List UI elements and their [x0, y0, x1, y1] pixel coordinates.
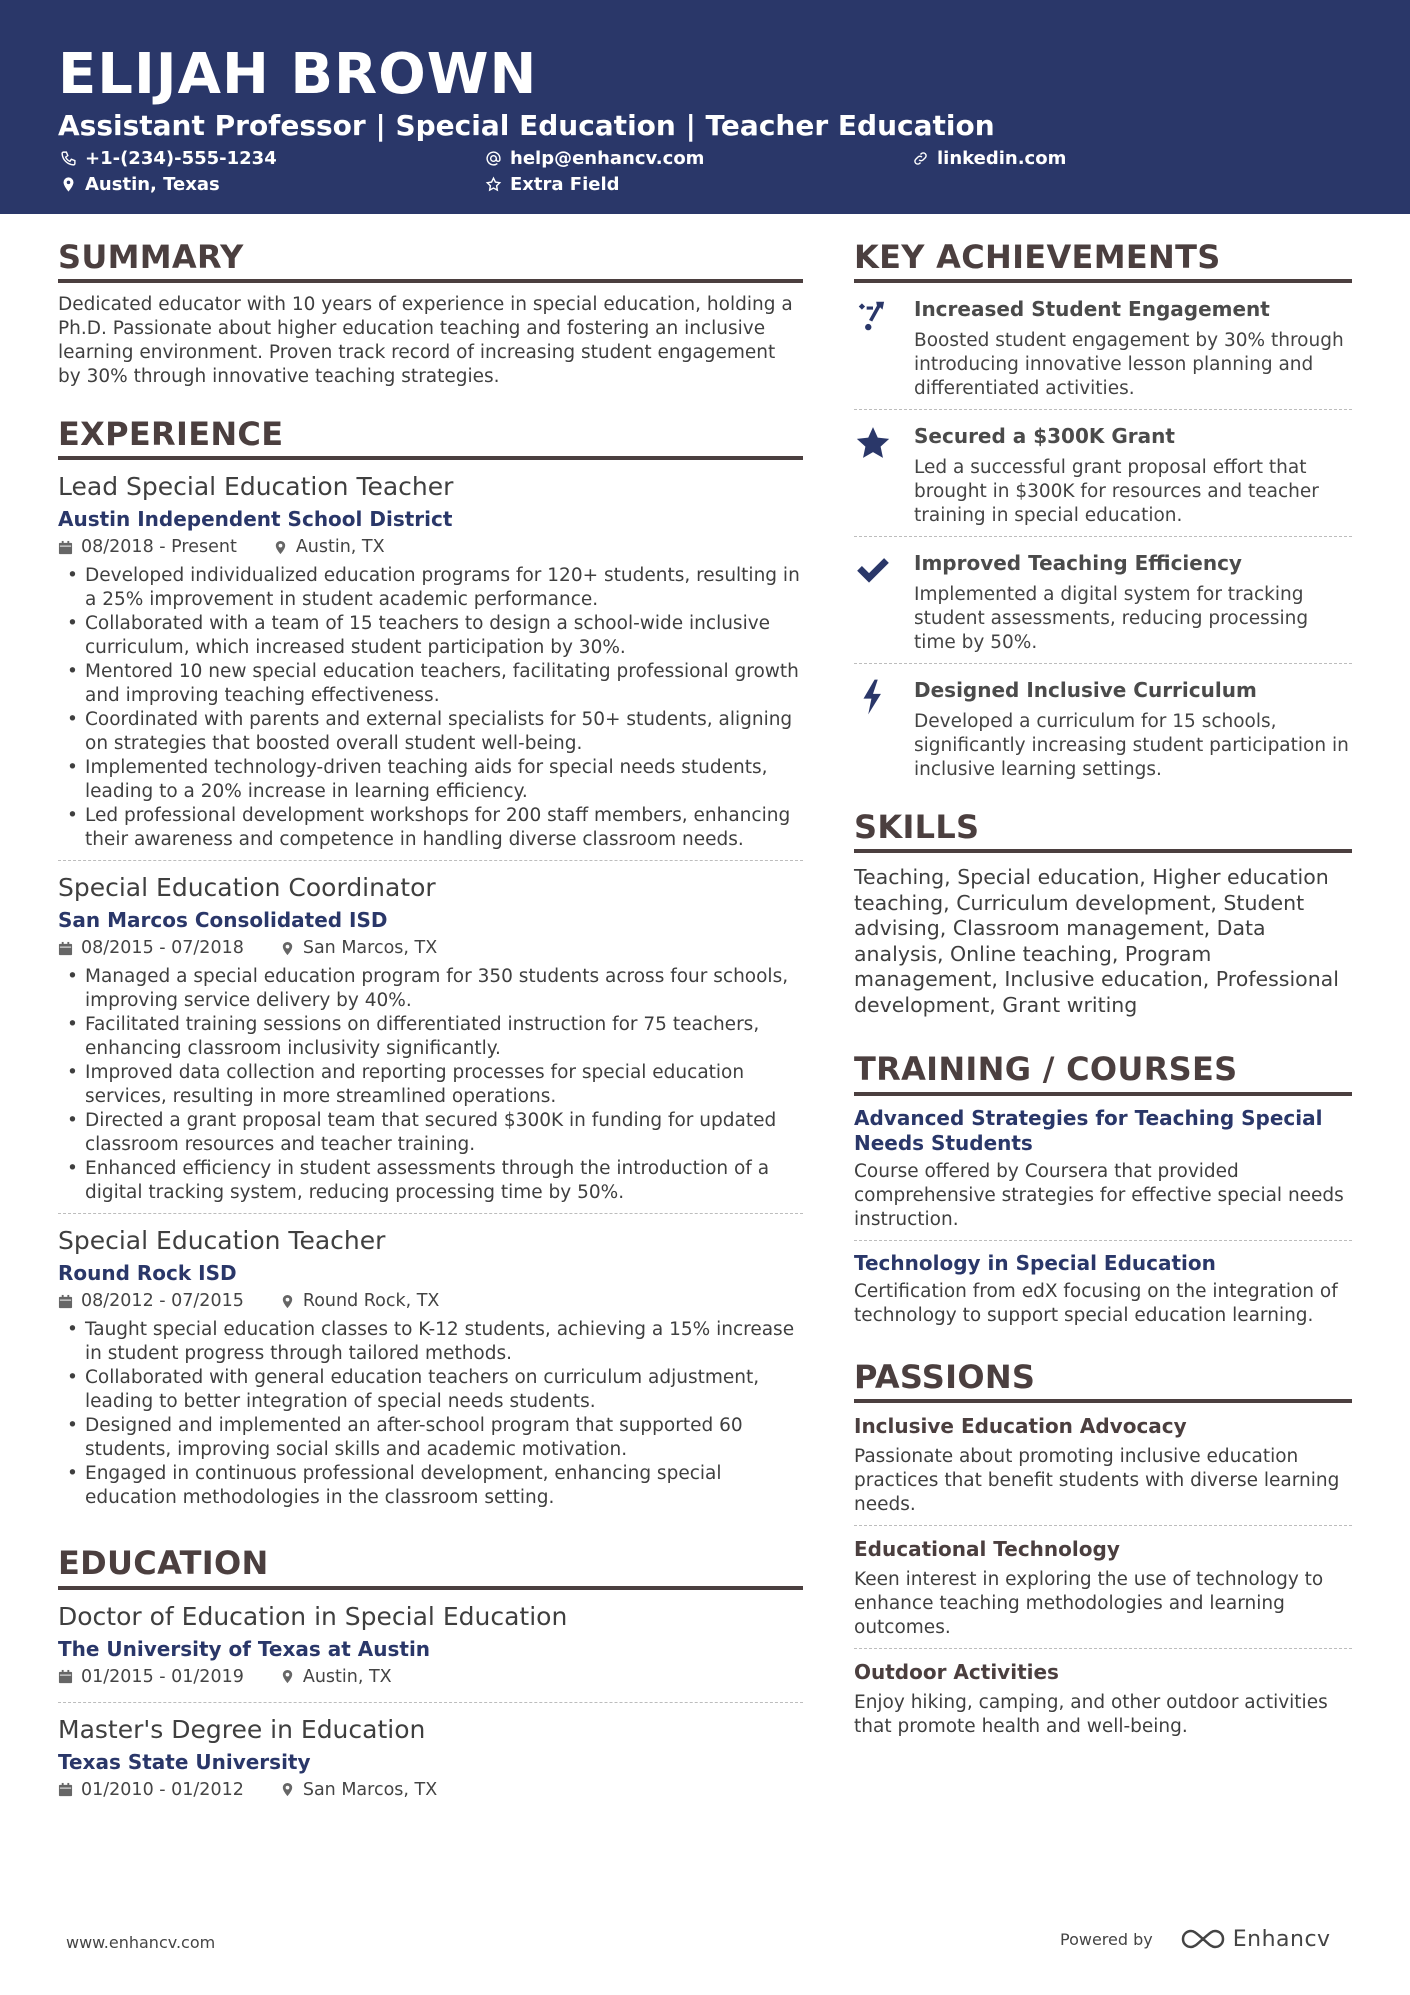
calendar-icon	[58, 1669, 73, 1684]
education-section	[58, 1546, 803, 1814]
extra-field-text: Extra Field	[510, 174, 620, 195]
growth-icon	[854, 297, 892, 335]
footer-website[interactable]: www.enhancv.com	[66, 1933, 216, 1952]
summary-text: Dedicated educator with 10 years of experience in special education, holding a Ph.D. Passionate about higher education teaching and fostering an inclusive learning environment. Proven track record of increasing student engagement by 30% through innovative teaching strategies.	[58, 294, 793, 388]
experience-entry	[58, 470, 803, 861]
achievement-icon-wrap	[854, 676, 914, 782]
achievement-item	[854, 410, 1352, 537]
powered-by-text: Powered by	[1060, 1929, 1153, 1949]
left-column	[58, 240, 803, 1843]
company-name: Round Rock ISD	[58, 1261, 237, 1286]
location-pin-icon	[60, 176, 77, 193]
training-section	[854, 1052, 1352, 1335]
course-title: Technology in Special Education	[854, 1250, 1216, 1275]
passion-item	[854, 1659, 1352, 1747]
footer-branding	[1060, 1926, 1331, 1952]
job-bullet: • Developed individualized education programs for 120+ students, resulting in a 25% improvement in student academic performance.	[58, 564, 803, 612]
calendar-icon	[58, 941, 73, 956]
location-pin-icon	[280, 1782, 295, 1797]
job-bullets	[58, 1318, 803, 1510]
job-bullet: • Taught special education classes to K-12 students, achieving a 15% increase in student progress through tailored methods.	[58, 1318, 803, 1366]
lightning-icon	[854, 678, 892, 716]
passion-desc: Keen interest in exploring the use of technology to enhance teaching methodologies and learning outcomes.	[854, 1568, 1324, 1638]
linkedin-contact	[912, 148, 1066, 169]
job-meta	[58, 534, 803, 560]
achievement-desc: Boosted student engagement by 30% through introducing innovative lesson planning and differentiated activities.	[914, 330, 1344, 400]
degree-title: Doctor of Education in Special Education	[58, 1601, 568, 1631]
star-icon	[854, 424, 892, 462]
job-title: Special Education Teacher	[58, 1226, 386, 1256]
course-desc: Course offered by Coursera that provided comprehensive strategies for effective special needs instruction.	[854, 1160, 1344, 1230]
education-location: San Marcos, TX	[302, 1779, 438, 1800]
course-item	[854, 1106, 1352, 1241]
education-meta	[58, 1664, 803, 1690]
company-name: Austin Independent School District	[58, 507, 453, 532]
passion-title: Educational Technology	[854, 1536, 1120, 1561]
candidate-name: ELIJAH BROWN	[58, 42, 538, 107]
calendar-icon	[58, 540, 73, 555]
calendar-icon	[58, 1294, 73, 1309]
passions-section	[854, 1357, 1352, 1747]
right-column	[854, 240, 1352, 1775]
passion-title: Inclusive Education Advocacy	[854, 1413, 1187, 1438]
calendar-icon	[58, 1782, 73, 1797]
job-bullet: • Improved data collection and reporting processes for special education services, resulting in more streamlined operations.	[58, 1061, 803, 1109]
job-meta	[58, 1288, 803, 1314]
passion-desc: Enjoy hiking, camping, and other outdoor activities that promote health and well-being.	[854, 1691, 1328, 1737]
job-bullet: • Engaged in continuous professional development, enhancing special education methodologies in the classroom setting.	[58, 1462, 803, 1510]
company-name: San Marcos Consolidated ISD	[58, 908, 388, 933]
job-bullets	[58, 564, 803, 852]
job-location: Round Rock, TX	[302, 1291, 440, 1312]
achievement-title: Designed Inclusive Curriculum	[914, 678, 1257, 703]
achievement-title: Improved Teaching Efficiency	[914, 551, 1242, 576]
linkedin-link[interactable]: linkedin.com	[937, 148, 1067, 169]
achievement-desc: Implemented a digital system for tracking student assessments, reducing processing time by 50%.	[914, 584, 1309, 654]
job-dates: 08/2018 - Present	[81, 537, 237, 558]
location-pin-icon	[273, 540, 288, 555]
star-outline-icon	[485, 176, 502, 193]
job-title: Lead Special Education Teacher	[58, 472, 454, 502]
experience-entry	[58, 871, 803, 1214]
education-dates: 01/2010 - 01/2012	[81, 1779, 244, 1800]
job-bullet: • Collaborated with general education teachers on curriculum adjustment, leading to better integration of special needs students.	[58, 1366, 803, 1414]
skills-list: Teaching, Special education, Higher education teaching, Curriculum development, Student advising, Classroom management, Data analysis, Online teaching, Program management, Inclusive education, Professional development, Grant writing	[854, 865, 1339, 1017]
summary-section	[58, 240, 803, 389]
job-meta	[58, 935, 803, 961]
job-bullet: • Facilitated training sessions on differentiated instruction for 75 teachers, enhancing classroom inclusivity significantly.	[58, 1013, 803, 1061]
job-dates: 08/2015 - 07/2018	[81, 938, 244, 959]
achievement-desc: Led a successful grant proposal effort that brought in $300K for resources and teacher training in special education.	[914, 457, 1319, 527]
education-location: Austin, TX	[302, 1666, 392, 1687]
enhancv-logo-icon	[1179, 1926, 1227, 1952]
job-bullets	[58, 965, 803, 1205]
education-meta	[58, 1777, 803, 1803]
location-pin-icon	[280, 941, 295, 956]
at-icon	[485, 150, 502, 167]
job-dates: 08/2012 - 07/2015	[81, 1291, 244, 1312]
course-item	[854, 1251, 1352, 1336]
job-bullet: • Mentored 10 new special education teachers, facilitating professional growth and improving teaching effectiveness.	[58, 660, 803, 708]
job-bullet: • Led professional development workshops for 200 staff members, enhancing their awareness and competence in handling diverse classroom needs.	[58, 804, 803, 852]
phone-icon	[60, 150, 77, 167]
location-text: Austin, Texas	[85, 174, 220, 195]
education-heading: EDUCATION	[58, 1546, 803, 1589]
job-bullet: • Collaborated with a team of 15 teachers to design a school-wide inclusive curriculum, which increased student participation by 30%.	[58, 612, 803, 660]
achievement-icon-wrap	[854, 549, 914, 655]
education-entry	[58, 1600, 803, 1703]
experience-heading: EXPERIENCE	[58, 417, 803, 460]
experience-section	[58, 417, 803, 1518]
education-dates: 01/2015 - 01/2019	[81, 1666, 244, 1687]
achievement-desc: Developed a curriculum for 15 schools, significantly increasing student participation in inclusive learning settings.	[914, 711, 1349, 781]
passion-desc: Passionate about promoting inclusive education practices that benefit students with diverse learning needs.	[854, 1445, 1340, 1515]
email-address[interactable]: help@enhancv.com	[510, 148, 705, 169]
job-bullet: • Coordinated with parents and external specialists for 50+ students, aligning on strategies that boosted overall student well-being.	[58, 708, 803, 756]
achievement-icon-wrap	[854, 422, 914, 528]
enhancv-logo[interactable]	[1179, 1926, 1331, 1952]
school-name: Texas State University	[58, 1749, 311, 1774]
resume-header	[0, 0, 1410, 214]
passion-item	[854, 1413, 1352, 1526]
course-desc: Certification from edX focusing on the integration of technology to support special education learning.	[854, 1280, 1338, 1326]
achievement-title: Secured a $300K Grant	[914, 424, 1175, 449]
extra-field-contact	[485, 174, 620, 195]
job-location: Austin, TX	[295, 537, 385, 558]
job-location: San Marcos, TX	[302, 938, 438, 959]
achievements-heading: KEY ACHIEVEMENTS	[854, 240, 1352, 283]
achievements-section	[854, 240, 1352, 790]
job-bullet: • Managed a special education program for 350 students across four schools, improving service delivery by 40%.	[58, 965, 803, 1013]
job-bullet: • Implemented technology-driven teaching aids for special needs students, leading to a 20% increase in learning efficiency.	[58, 756, 803, 804]
job-title: Special Education Coordinator	[58, 873, 436, 903]
achievement-icon-wrap	[854, 295, 914, 401]
job-bullet: • Directed a grant proposal team that secured $300K in funding for updated classroom resources and teacher training.	[58, 1109, 803, 1157]
education-entry	[58, 1713, 803, 1815]
passions-heading: PASSIONS	[854, 1360, 1352, 1403]
candidate-title: Assistant Professor | Special Education | Teacher Education	[58, 109, 995, 142]
skills-heading: SKILLS	[854, 810, 1352, 853]
passion-item	[854, 1536, 1352, 1649]
experience-entry	[58, 1224, 803, 1518]
job-bullet: • Enhanced efficiency in student assessments through the introduction of a digital tracking system, reducing processing time by 50%.	[58, 1157, 803, 1205]
degree-title: Master's Degree in Education	[58, 1714, 426, 1744]
location-pin-icon	[280, 1669, 295, 1684]
achievement-item	[854, 664, 1352, 790]
phone-contact	[60, 148, 277, 169]
link-icon	[912, 150, 929, 167]
training-heading: TRAINING / COURSES	[854, 1052, 1352, 1095]
achievement-title: Increased Student Engagement	[914, 297, 1270, 322]
checkmark-icon	[854, 551, 892, 589]
job-bullet: • Designed and implemented an after-school program that supported 60 students, improving social skills and academic motivation.	[58, 1414, 803, 1462]
skills-section	[854, 810, 1352, 1018]
location-contact	[60, 174, 220, 195]
school-name: The University of Texas at Austin	[58, 1636, 431, 1661]
passion-title: Outdoor Activities	[854, 1659, 1059, 1684]
achievement-item	[854, 283, 1352, 410]
location-pin-icon	[280, 1294, 295, 1309]
enhancv-brand-text: Enhancv	[1232, 1926, 1331, 1952]
achievement-item	[854, 537, 1352, 664]
phone-number: +1-(234)-555-1234	[85, 148, 277, 169]
summary-heading: SUMMARY	[58, 240, 803, 283]
email-contact	[485, 148, 704, 169]
course-title: Advanced Strategies for Teaching Special Needs Students	[854, 1105, 1323, 1155]
